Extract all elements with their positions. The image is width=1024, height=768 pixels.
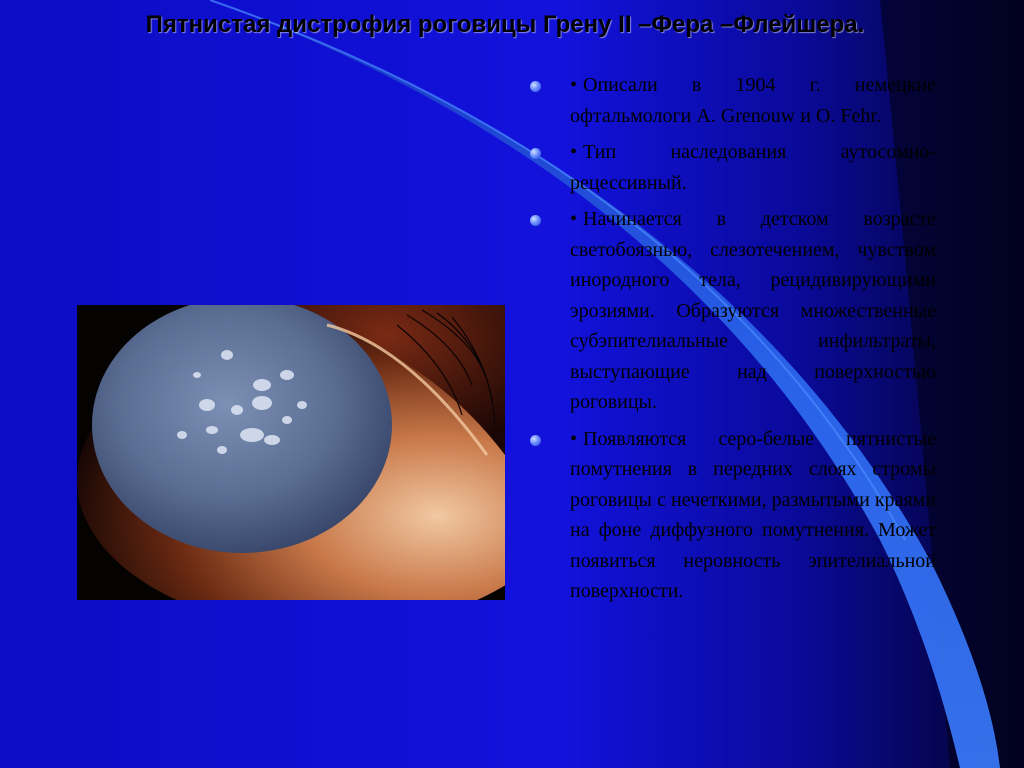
bullet-glyph: • xyxy=(570,208,578,230)
slide-title: Пятнистая дистрофия роговицы Грену II –Фера –Флейшера. xyxy=(145,11,865,38)
bullet-text-1: Описали в 1904 г. немецкие офтальмологи A. Grenouw и O. Fehr. xyxy=(570,74,936,127)
bullet-marker-icon xyxy=(530,148,541,159)
bullet-text xyxy=(570,137,936,198)
list-item xyxy=(530,204,936,418)
bullet-marker-icon xyxy=(530,81,541,92)
bullet-glyph: • xyxy=(570,427,578,450)
list-item xyxy=(530,137,936,198)
eye-illustration xyxy=(77,305,505,600)
cornea-photo xyxy=(77,305,505,600)
bullet-text-4: Появляются серо-белые пятнистые помутнения в передних слоях стромы роговицы с нечеткими, размытыми краями на фоне диффузного помутнения. Может появиться неровность эпителиальной поверхности. xyxy=(570,427,936,602)
bullet-text xyxy=(570,70,936,131)
bullet-list xyxy=(530,70,936,613)
bullet-text-3: Начинается в детском возрасте светобоязнью, слезотечением, чувством инородного тела, рецидивирующими эрозиями. Образуются множественные субэпителиальные инфильтраты, выступающие над поверхностью роговицы. xyxy=(570,208,936,413)
list-item xyxy=(530,424,936,607)
list-item xyxy=(530,70,936,131)
bullet-glyph: • xyxy=(570,74,578,96)
bullet-text xyxy=(570,204,936,418)
bullet-marker-icon xyxy=(530,435,541,446)
bullet-text xyxy=(570,424,936,607)
bullet-marker-icon xyxy=(530,215,541,226)
bullet-glyph: • xyxy=(570,141,578,163)
bullet-text-2: Тип наследования аутосомно-рецессивный. xyxy=(570,141,936,194)
